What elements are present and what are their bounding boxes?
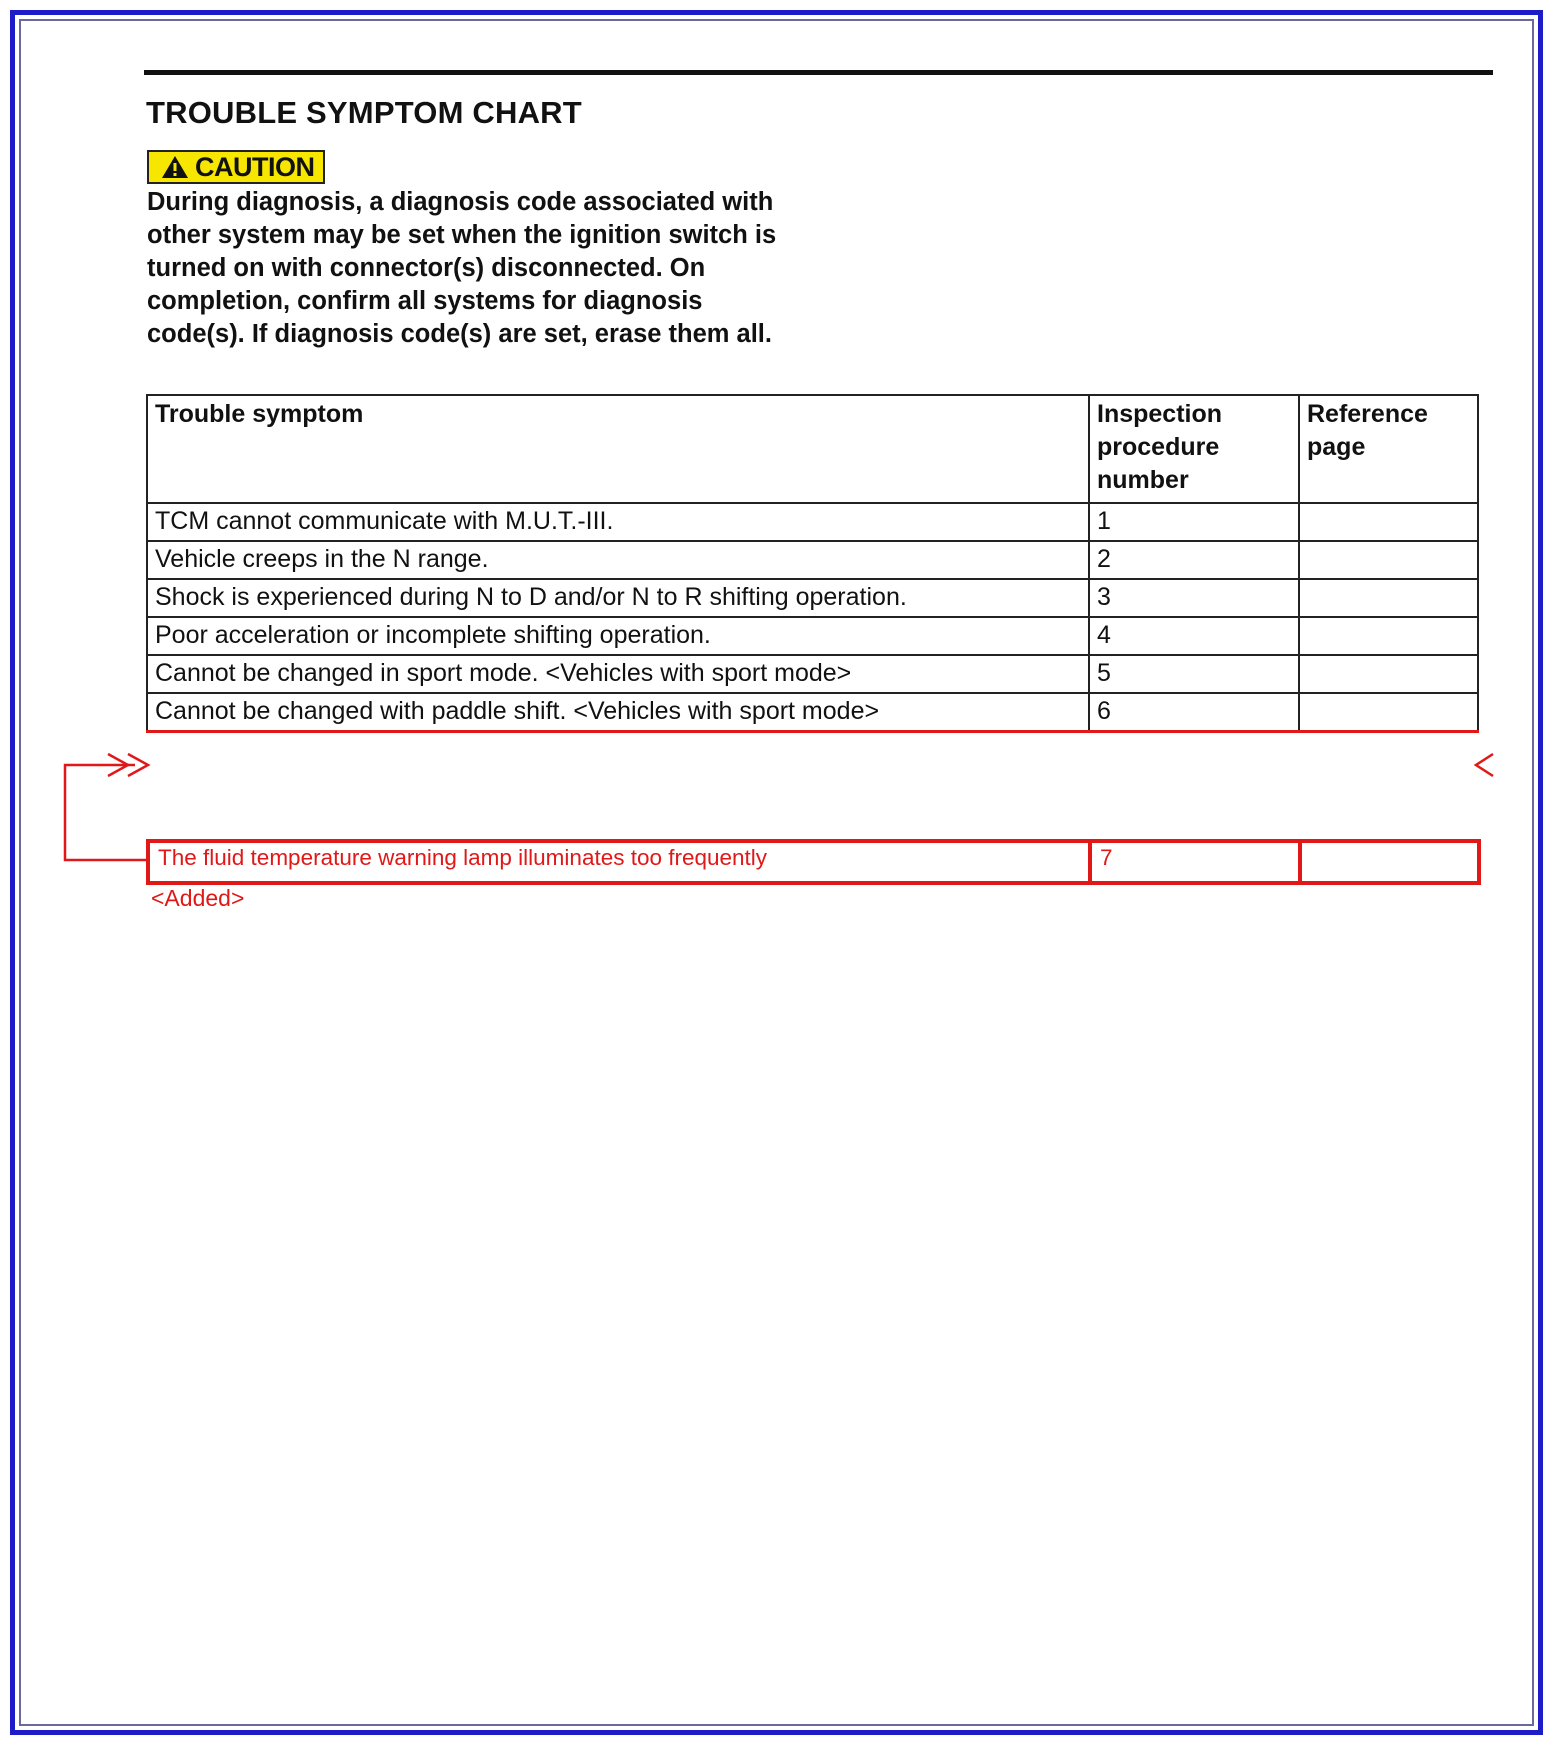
table-header-row	[147, 395, 1478, 503]
reference-page-cell	[1299, 617, 1478, 655]
symptom-cell: Cannot be changed in sport mode. <Vehicles with sport mode>	[147, 655, 1089, 693]
procedure-number-cell: 1	[1089, 503, 1299, 541]
table-row	[147, 579, 1478, 617]
symptom-table	[146, 394, 1479, 733]
procedure-number-cell: 3	[1089, 579, 1299, 617]
table-row	[147, 503, 1478, 541]
table-row	[147, 693, 1478, 731]
added-symptom-cell: The fluid temperature warning lamp illuminates too frequently	[148, 841, 1090, 883]
added-annotation-label: <Added>	[151, 885, 245, 911]
added-row-table	[146, 839, 1481, 885]
reference-page-cell	[1299, 579, 1478, 617]
procedure-number-cell: 6	[1089, 693, 1299, 731]
procedure-number-cell: 2	[1089, 541, 1299, 579]
added-procedure-number-cell: 7	[1090, 841, 1300, 883]
page-title: TROUBLE SYMPTOM CHART	[146, 95, 582, 130]
header-reference-page: Reference page	[1299, 395, 1478, 503]
symptom-cell: Shock is experienced during N to D and/or N to R shifting operation.	[147, 579, 1089, 617]
table-row	[147, 655, 1478, 693]
reference-page-cell	[1299, 655, 1478, 693]
header-inspection-procedure-number: Inspection procedure number	[1089, 395, 1299, 503]
reference-page-cell	[1299, 503, 1478, 541]
caution-label: CAUTION	[195, 151, 315, 182]
procedure-number-cell: 5	[1089, 655, 1299, 693]
reference-page-cell	[1299, 693, 1478, 731]
warning-triangle-icon	[161, 155, 189, 179]
added-reference-page-cell	[1300, 841, 1479, 883]
symptom-cell: TCM cannot communicate with M.U.T.-III.	[147, 503, 1089, 541]
header-trouble-symptom: Trouble symptom	[147, 395, 1089, 503]
symptom-cell: Cannot be changed with paddle shift. <Vehicles with sport mode>	[147, 693, 1089, 731]
table-row	[147, 541, 1478, 579]
caution-badge	[147, 150, 325, 184]
table-row	[147, 617, 1478, 655]
reference-page-cell	[1299, 541, 1478, 579]
procedure-number-cell: 4	[1089, 617, 1299, 655]
symptom-cell: Poor acceleration or incomplete shifting operation.	[147, 617, 1089, 655]
symptom-cell: Vehicle creeps in the N range.	[147, 541, 1089, 579]
top-rule	[144, 70, 1493, 75]
caution-text: During diagnosis, a diagnosis code associated with other system may be set when the ignition switch is turned on with connector(s) disconnected. On completion, confirm all systems for diagnosis code(s). If diagnosis code(s) are set, erase them all.	[147, 188, 777, 348]
added-table-row	[148, 841, 1479, 883]
